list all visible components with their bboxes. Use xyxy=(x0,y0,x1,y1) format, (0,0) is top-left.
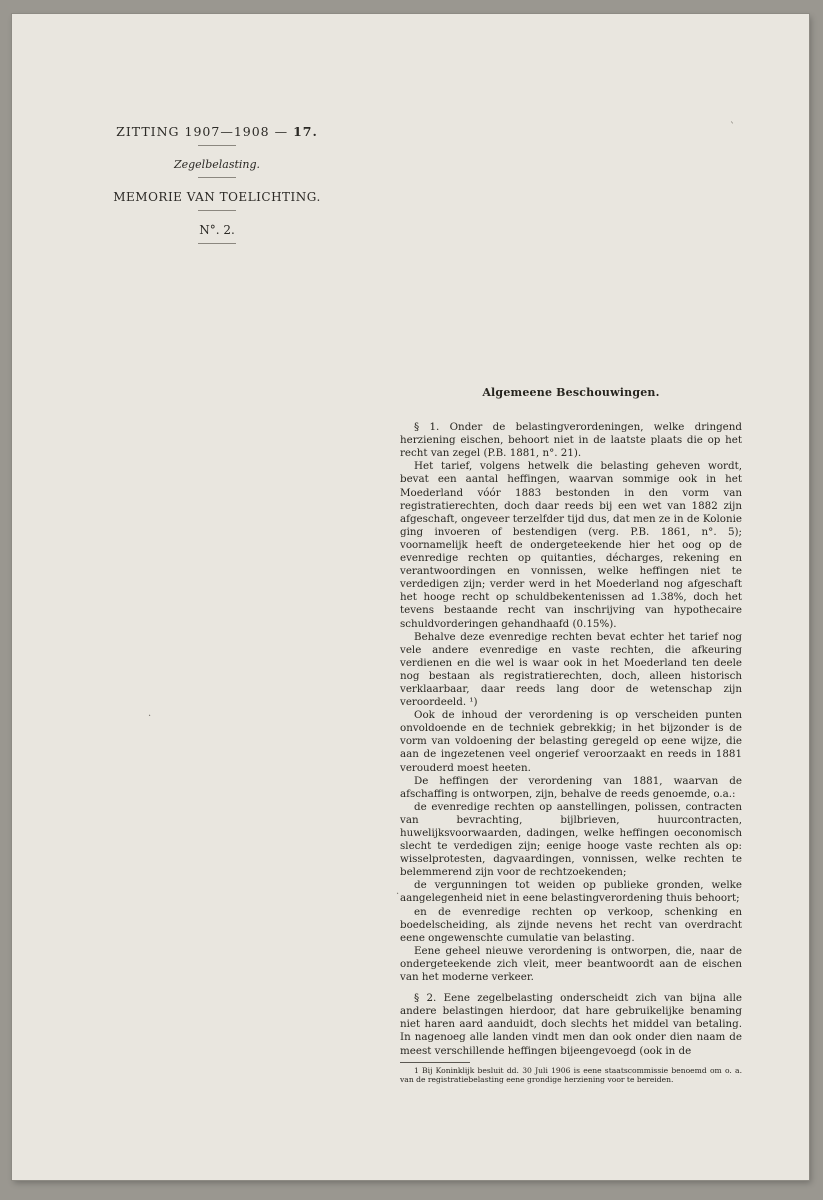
document-title: MEMORIE VAN TOELICHTING. xyxy=(113,190,321,204)
document-number: N°. 2. xyxy=(199,223,235,237)
paragraph: de evenredige rechten op aanstellingen, polissen, contracten van bevrachting, bijlbrieven, huurcontracten, huwelijksvoorwaarden, dadingen, welke heffingen oeconomisch slecht te verdedigen zijn; eenige hooge vaste rechten als op: wisselprotesten, dagvaardingen, vonnissen, welke rechten te belemmerend zijn voor de rechtzoekenden; xyxy=(400,800,742,879)
main-text-column xyxy=(400,386,742,1084)
paper-speck: · xyxy=(148,711,152,722)
paragraph: en de evenredige rechten op verkoop, schenking en boedelscheiding, als zijnde nevens het recht van overdracht eene ongewenschte cumulatie van belasting. xyxy=(400,905,742,944)
document-page xyxy=(12,14,809,1180)
paragraph: Eene geheel nieuwe verordening is ontworpen, die, naar de ondergeteekende zich vleit, meer beantwoordt aan de eischen van het moderne verkeer. xyxy=(400,944,742,984)
paragraph: de vergunningen tot weiden op publieke gronden, welke aangelegenheid niet in eene belastingverordening thuis behoort; xyxy=(400,879,742,905)
session-text: ZITTING 1907—1908 — xyxy=(116,124,289,139)
footnote: 1 Bij Koninklijk besluit dd. 30 Juli 1906 is eene staatscommissie benoemd om o. a. van de registratiebelasting eene grondige herziening voor te bereiden. xyxy=(400,1065,742,1084)
paragraph: § 2. Eene zegelbelasting onderscheidt zich van bijna alle andere belastingen hierdoor, dat hare gebruikelijke benaming niet haren aard aanduidt, doch slechts het middel van betaling. In nagenoeg alle landen vindt men dan ook onder dien naam de meest verschillende heffingen bijeengevoegd (ook in de xyxy=(400,992,742,1057)
section-title: Algemeene Beschouwingen. xyxy=(482,386,660,399)
document-header xyxy=(107,124,327,250)
paragraph: De heffingen der verordening van 1881, waarvan de afschaffing is ontworpen, zijn, behalve de reeds genoemde, o.a.: xyxy=(400,774,742,800)
header-divider xyxy=(198,145,236,146)
paper-speck: ` xyxy=(730,122,735,133)
paragraph: Het tarief, volgens hetwelk die belasting geheven wordt, bevat een aantal heffingen, waarvan sommige ook in het Moederland vóór 1883 bestonden in den vorm van registratierechten, doch daar reeds bij een wet van 1882 zijn afgeschaft, ongeveer terzelfder tijd dus, dat men ze in de Kolonie ging invoeren of bestendigen (verg. P.B. 1861, n°. 5); voornamelijk heeft de ondergeteekende hier het oog op de evenredige rechten op quitanties, décharges, rekening en verantwoordingen en vonnissen, welke heffingen niet te verdedigen zijn; verder werd in het Moederland nog afgeschaft het hooge recht op schuldbekentenissen ad 1.38%, doch het tevens bestaande recht van inschrijving van hypothecaire schuldvorderingen gehandhaafd (0.15%). xyxy=(400,460,742,630)
header-divider xyxy=(198,243,236,244)
subject: Zegelbelasting. xyxy=(173,158,261,171)
paper-speck: · xyxy=(396,889,400,900)
paragraph: Behalve deze evenredige rechten bevat echter het tarief nog vele andere evenredige en vaste rechten, die afkeuring verdienen en die wel is waar ook in het Moederland ten deele nog bestaan als registratierechten, doch, alleen historisch verklaarbaar, daar reeds lang door de wetenschap zijn veroordeeld. ¹) xyxy=(400,630,742,709)
session-line xyxy=(107,124,327,139)
header-divider xyxy=(198,177,236,178)
header-divider xyxy=(198,210,236,211)
paragraph: Ook de inhoud der verordening is op verscheiden punten onvoldoende en de techniek gebrekkig; in het bijzonder is de vorm van voldoening der belasting geregeld op eene wijze, die aan de ingezetenen veel ongerief veroorzaakt en reeds in 1881 verouderd moest heeten. xyxy=(400,709,742,774)
footnote-divider xyxy=(400,1062,470,1063)
session-number: 17. xyxy=(293,124,318,139)
paragraph: § 1. Onder de belastingverordeningen, welke dringend herziening eischen, behoort niet in de laatste plaats die op het recht van zegel (P.B. 1881, n°. 21). xyxy=(400,421,742,460)
